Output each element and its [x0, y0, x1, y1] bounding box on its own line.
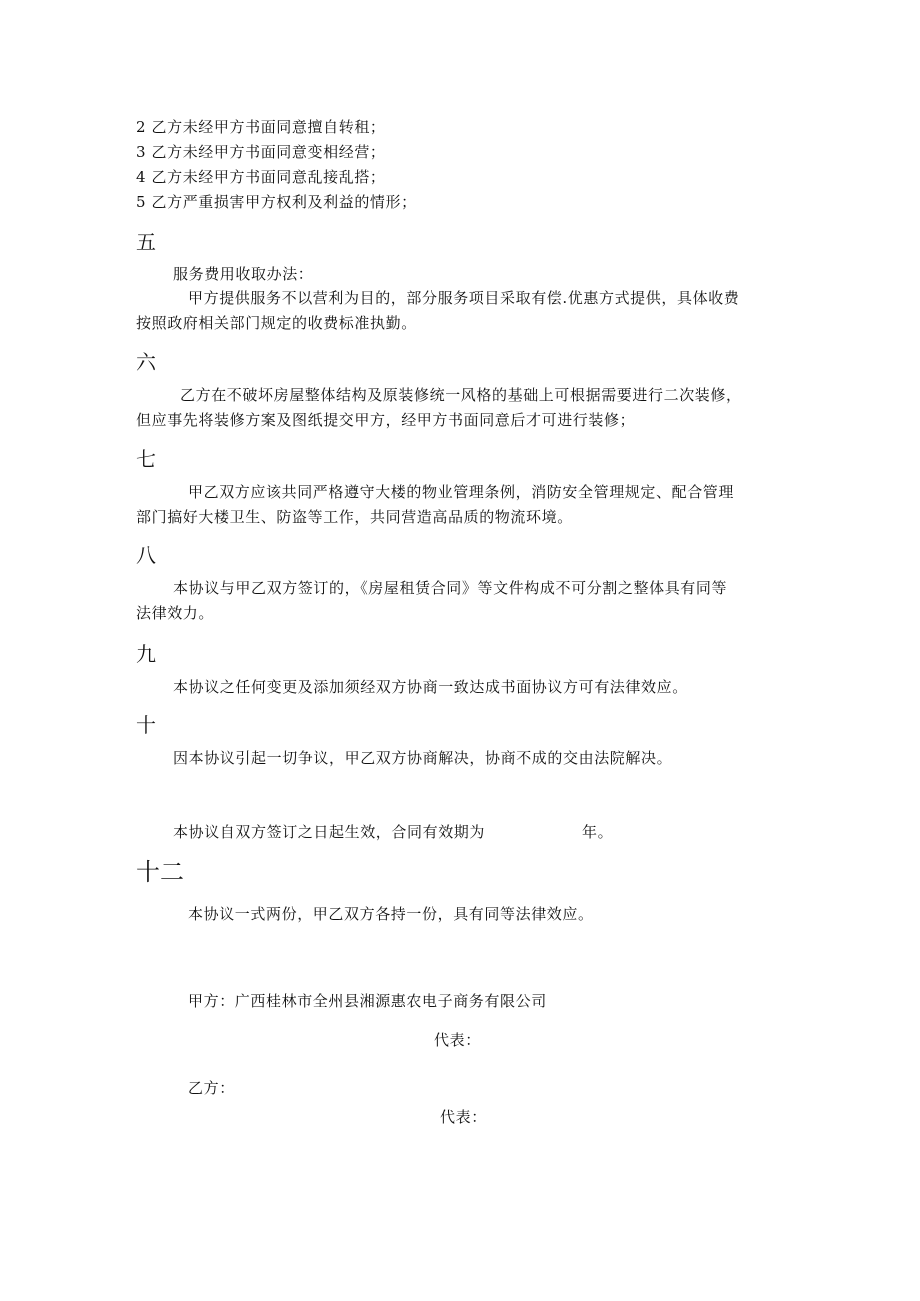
section-5-paragraph-line: 按照政府相关部门规定的收费标准执勤。 — [136, 314, 417, 332]
section-11-year-suffix: 年。 — [582, 823, 614, 841]
section-heading-7: 七 — [136, 447, 156, 471]
section-8-paragraph-line: 法律效力。 — [136, 604, 215, 622]
section-11-paragraph-line: 本协议自双方签订之日起生效，合同有效期为 — [173, 823, 486, 841]
section-heading-8: 八 — [136, 543, 156, 567]
section-heading-10: 十 — [136, 713, 156, 737]
list-item: 3 乙方未经甲方书面同意变相经营； — [136, 143, 386, 161]
section-7-paragraph-line: 甲乙双方应该共同严格遵守大楼的物业管理条例，消防安全管理规定、配合管理 — [188, 483, 735, 501]
section-7-paragraph-line: 部门搞好大楼卫生、防盗等工作，共同营造高品质的物流环境。 — [136, 508, 573, 526]
section-9-paragraph-line: 本协议之任何变更及添加须经双方协商一致达成书面协议方可有法律效应。 — [173, 678, 688, 696]
section-heading-9: 九 — [136, 642, 156, 666]
party-b-name: 乙方： — [188, 1079, 235, 1097]
section-heading-5: 五 — [136, 230, 156, 254]
party-a-representative: 代表： — [434, 1031, 481, 1049]
section-heading-12: 十二 — [136, 858, 184, 886]
section-6-paragraph-line: 但应事先将装修方案及图纸提交甲方，经甲方书面同意后才可进行装修； — [136, 411, 636, 429]
section-8-paragraph-line: 本协议与甲乙双方签订的，《房屋租赁合同》等文件构成不可分割之整体具有同等 — [173, 579, 728, 597]
section-heading-6: 六 — [136, 350, 156, 374]
list-item: 5 乙方严重损害甲方权利及利益的情形； — [136, 193, 417, 211]
section-5-paragraph-line: 甲方提供服务不以营利为目的，部分服务项目采取有偿.优惠方式提供，具体收费 — [188, 289, 740, 307]
party-a-name: 甲方：广西桂林市全州县湘源惠农电子商务有限公司 — [188, 992, 547, 1010]
party-b-representative: 代表： — [440, 1108, 487, 1126]
section-10-paragraph-line: 因本协议引起一切争议，甲乙双方协商解决，协商不成的交由法院解决。 — [173, 749, 673, 767]
section-5-subtitle: 服务费用收取办法： — [173, 265, 314, 283]
list-item: 2 乙方未经甲方书面同意擅自转租； — [136, 118, 386, 136]
section-6-paragraph-line: 乙方在不破坏房屋整体结构及原装修统一风格的基础上可根据需要进行二次装修， — [180, 386, 742, 404]
list-item: 4 乙方未经甲方书面同意乱接乱搭； — [136, 168, 386, 186]
section-12-paragraph-line: 本协议一式两份，甲乙双方各持一份，具有同等法律效应。 — [188, 905, 594, 923]
